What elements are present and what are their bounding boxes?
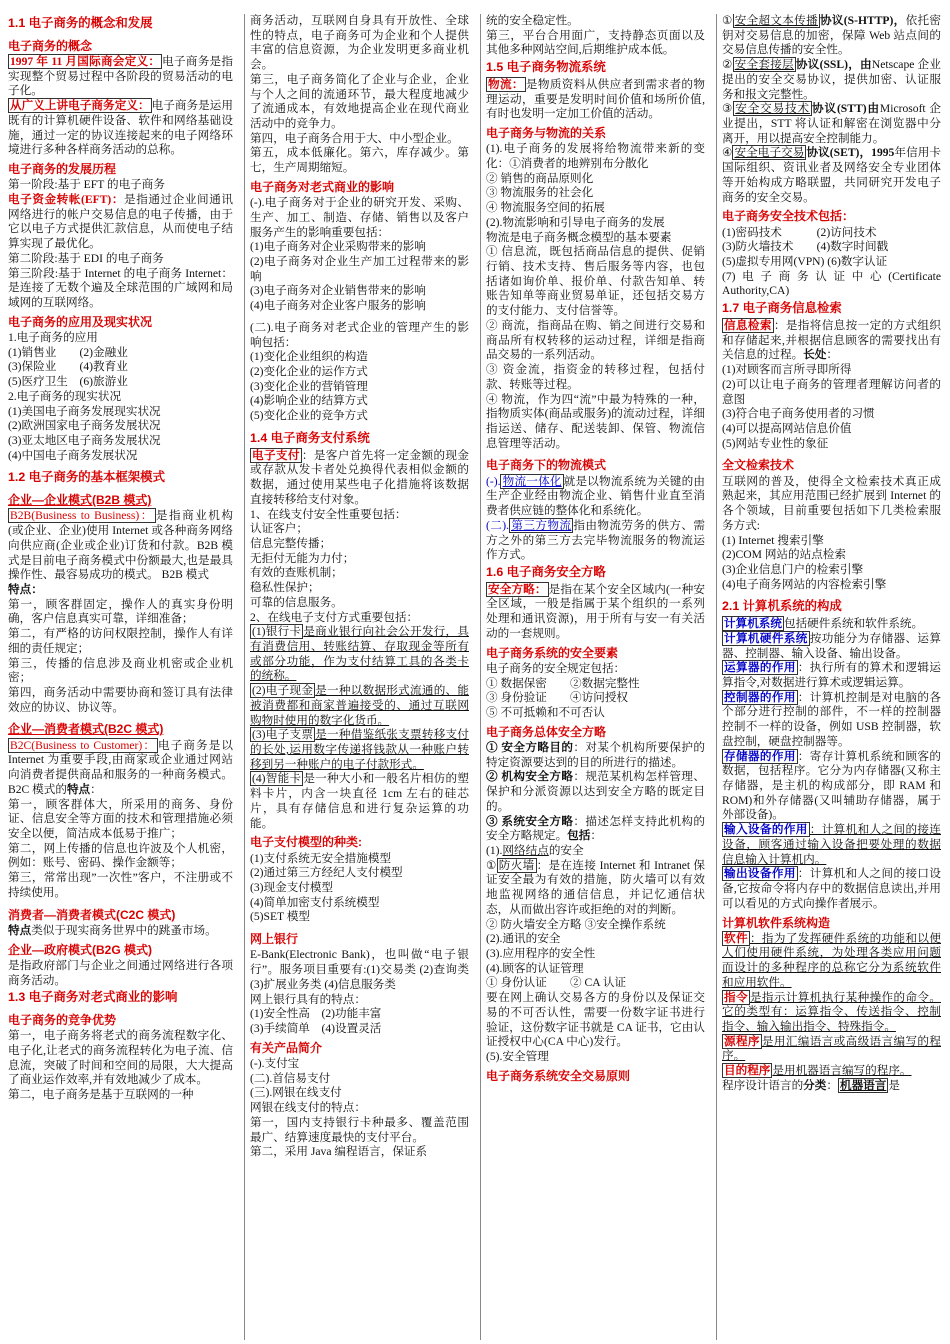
product-features-title: 网银在线支付的特点： <box>250 1101 366 1115</box>
paragraph-fulltext: 互联网的普及，使得全文检索技术真正成熟起来，其应用范围已经扩展到 Internet 的各个领域，目前重要包括如下几类检索服务方式: <box>722 474 941 532</box>
list-item: 2.电子商务的现实状况 <box>8 389 122 403</box>
list-item: (4)可以提高网站信息价值 <box>722 421 852 435</box>
keyword-output-device: 输出设备作用 <box>724 867 796 881</box>
list-item: ④ 物流，作为四“流”中最为特殊的一种，指物质实体(商品或服务)的流动过程，详细指运送、储存、配送装卸、保管、物流信息管理等活动。 <box>486 392 705 450</box>
list-item: (3)手续简单 (4)设置灵活 <box>250 1022 382 1036</box>
retrieval-advantages-list <box>722 363 941 451</box>
product-feature-1: 第一，国内支持银行卡种最多、覆盖范围最广、结算速度最快的支付平台。 <box>250 1115 469 1144</box>
list-item: (三).网银在线支付 <box>250 1086 342 1100</box>
list-item: (1)支付系统无安全措施模型 <box>250 851 392 865</box>
list-item: (1)销售业 (2)金融业 <box>8 345 128 359</box>
subheading-transaction-principles: 电子商务系统安全交易原则 <box>486 1068 631 1083</box>
list-item: 第四，商务活动中需要协商和签订具有法律效应的协议、协议等。 <box>8 686 233 714</box>
paragraph-online-bank: E-Bank(Electronic Bank)，也叫做“电子银行”。服务项目重要有:(1)交易类 (2)查询类(3)扩展业务类 (4)信息服务类 <box>250 948 469 991</box>
section-heading-1-2: 1.2 电子商务的基本框架模式 <box>8 470 165 485</box>
history-stage-3: 第三阶段:基于 Internet 的电子商务 Internet：是连接了无数个遍及全球范围的广域网和局域网的互联网络。 <box>8 266 233 309</box>
paragraph-org-strategy: ② 机构安全方略：规范某机构怎样管理、保护和分派资源以达到安全方略的既定目的。 <box>486 770 705 813</box>
payment-security-title: 1、在线支付安全性重要包括： <box>250 507 407 521</box>
list-item: ⑤ 不可抵赖和不可否认 <box>486 705 605 719</box>
paragraph-information-retrieval: 信息检索 ：是指将信息按一定的方式组织和存储起来,并根据信息顾客的需要找出有关信息的过程。长处： <box>722 318 941 362</box>
paragraph-instruction: 指令 是指示计算机执行某种操作的命令。它的类型有：运算指令、传送指令、控制指令、输入输出指令、特殊指令。 <box>722 990 941 1034</box>
column-4 <box>716 14 944 1340</box>
keyword-electronic-payment: 电子支付 <box>252 448 300 462</box>
paragraph-smart-card: (4)智能卡 是一种大小和一般名片相仿的塑料卡片，内含一块直径 1cm 左右的硅芯片，具有存储信息和进行复杂运算的功能。 <box>250 772 469 830</box>
list-item: (3)防火墙技术 (4)数字时间戳 <box>722 240 889 254</box>
column-1 <box>8 14 236 1340</box>
list-item: 第三，传播的信息涉及商业机密或企业机密； <box>8 656 233 685</box>
list-item: (2)通过第三方经纪人支付模型 <box>250 866 403 880</box>
impact-b-list <box>250 350 469 424</box>
keyword-ecash: (2)电子现金 <box>252 684 314 698</box>
keyword-controller: 控制器的作用 <box>724 690 796 704</box>
paragraph-ca: 要在网上确认交易各方的身份以及保证交易的不可否认性，需要一份数字证书进行验证，这份数字证书就是 CA 证书，它由认证授权中心(CA 中心)发行。 <box>486 991 705 1049</box>
keyword-shttp: 安全超文本传播 <box>734 14 818 27</box>
paragraph-c2c: 特点类似于现实商务世界中的跳蚤市场。 <box>8 923 217 937</box>
relationship-2-text: 物流是电子商务概念模型的基本要素 <box>486 230 672 244</box>
firewall-next: ② 防火墙安全方略 ③安全操作系统 <box>486 917 666 931</box>
list-item: (5)网站专业性的象征 <box>722 436 829 450</box>
list-item: (3)保险业 (4)教育业 <box>8 360 128 374</box>
section-heading-1-5: 1.5 电子商务物流系统 <box>486 60 606 75</box>
paragraph-stt: ③ 安全交易技术 协议(STT)由Microsoft 企业提出，STT 将认证和解密在浏览器中分离开，用以提高安全控制能力。 <box>722 102 942 145</box>
list-item: (4)电子商务对企业客户服务的影响 <box>250 299 426 313</box>
list-item: (4)简单加密支付系统模型 <box>250 895 380 909</box>
subheading-security-tech: 电子商务安全技术包括： <box>722 209 855 224</box>
keyword-echeck: (3)电子支票 <box>252 728 314 742</box>
paragraph-security-strategy: 安全方略： 是指在某个安全区域内(一种安全区域，一般是指属于某个组织的一系列处理和通讯资源)，用于所有与安一有关活动的一套规则。 <box>486 582 705 640</box>
paragraph-alu: 运算器的作用 ：执行所有的算术和逻辑运算指令,对数据进行算术或逻辑运算。 <box>722 661 941 689</box>
keyword-alu: 运算器的作用 <box>724 661 796 675</box>
paragraph-memory: 存储器的作用 ：寄存计算机系统和顾客的数据，包括程序。它分为内存储器(又称主存储器，是主机的构成部分，即 RAM 和 ROM)和外存储器(又叫辅助存储器，属于外部设备)。 <box>722 749 941 822</box>
impact-b-intro: (二).电子商务对老式企业的管理产生的影响包括： <box>250 320 469 349</box>
list-item: ② 商流，指商品在购、销之间进行交易和商品所有权转移的运动过程，详细是指商品交易的一系列活动。 <box>486 318 705 362</box>
subheading-online-bank: 网上银行 <box>250 932 299 947</box>
keyword-instruction: 指令 <box>724 990 748 1004</box>
list-item: 1.电子商务的应用 <box>8 330 98 344</box>
paragraph-ecash: (2)电子现金 是一种以数据形式流通的、能被消费都和商家普遍接受的、通过互联网购物时使用的数字化货币。 <box>250 684 469 727</box>
subheading-b2g: 企业—政府模式(B2G 模式) <box>8 942 153 957</box>
keyword-set: 安全电子交易 <box>734 146 805 160</box>
paragraph-ssl: ② 安全套接层 协议(SSL)，由Netscape 企业提出的安全交易协议，提供加密、认证服务和报文完整性。 <box>722 58 941 101</box>
history-stage-1: 第一阶段:基于 EFT 的电子商务 <box>8 178 165 192</box>
paragraph-hardware: 计算机硬件系统 按功能分为存储器、运算器、控制器、输入设备、输出设备。 <box>722 631 941 660</box>
impact-a-list <box>250 240 469 314</box>
keyword-eft: 电子资金转帐(EFT)： <box>8 192 125 206</box>
subheading-history: 电子商务的发展历程 <box>8 162 117 177</box>
subheading-overall-strategy: 电子商务总体安全方略 <box>486 724 607 739</box>
list-item: 认证客户； <box>250 522 308 536</box>
list-item: ③ 物流服务的社会化 <box>486 186 594 200</box>
list-item: (4)影响企业的结算方式 <box>250 394 368 408</box>
list-item: 第一，顾客群固定，操作人的真实身份明确，客户信息真实可靠，详细准备； <box>8 597 233 626</box>
section-heading-2-1: 2.1 计算机系统的构成 <box>722 599 842 614</box>
paragraph-concept-2: 从广义上讲电子商务定义： 电子商务是运用既有的计算机硬件设备、软件和网络基础设施，通过一定的协议连接起来的电子网络环境进行多种各样商务活动的总称。 <box>8 99 233 157</box>
paragraph-output-device: 输出设备作用 ：计算机和人之间的接口设备,它按命令将内存中的数据信息读出,并用可以看见的方式向操作者展示。 <box>722 867 941 910</box>
keyword-software: 软件 <box>724 931 748 945</box>
section-heading-1-6: 1.6 电子商务安全方略 <box>486 564 606 579</box>
list-item: ① 数据保密 ②数据完整性 <box>486 676 640 690</box>
list-item: 第二，有严格的访问权限控制，操作人有详细的责任规定； <box>8 627 233 655</box>
list-item: (2)可以让电子商务的管理者理解访问者的意图 <box>722 377 941 406</box>
list-item: (1)电子商务对企业采购带来的影响 <box>250 240 426 254</box>
list-item: 第一，顾客群体大，所采用的商务、身份证、信息安全等方面的技术和管理措施必须安全以便，简洁成本低易于推广； <box>8 797 233 841</box>
advantage-5: 第五，成本低廉化。第六，库存减少。第七，生产周期缩短。 <box>250 146 469 175</box>
keyword-security-strategy: 安全方略： <box>488 582 547 596</box>
product-feature-3: 第三，平台合用面广，支持静态页面以及其他多种网站空间,后期维护成本低。 <box>486 28 705 57</box>
list-item: (1)变化企业组织的构造 <box>250 350 368 364</box>
column-2 <box>244 14 472 1340</box>
keyword-ssl: 安全套接层 <box>734 58 794 72</box>
keyword-stt: 安全交易技术 <box>735 102 811 116</box>
list-item: ④ 物流服务空间的拓展 <box>486 201 605 215</box>
keyword-third-party-logistics: 第三方物流 <box>511 518 572 532</box>
paragraph-strategy-goal: ① 安全方略目的：对某个机构所要保护的特定资源要达到的目的所进行的描述。 <box>486 740 705 769</box>
paragraph-logistics: 物流： 是物质资料从供应者到需求者的物理运动，重要是发明时间价值和场所价值,有时也发明一定加工价值的活动。 <box>486 77 705 121</box>
list-item: (5)虚拟专用网(VPN) (6)数字认证 <box>722 255 888 269</box>
list-item: (2)COM 网站的站点检索 <box>722 548 846 562</box>
subheading-advantages: 电子商务的竞争优势 <box>8 1012 117 1027</box>
list-item: ③ 资金流，指资金的转移过程，包括付款、转账等过程。 <box>486 363 705 391</box>
keyword-input-device: 输入设备的作用 <box>724 823 808 837</box>
paragraph-object-program: 目的程序 是用机器语言编写的程序。 <box>724 1064 912 1078</box>
list-item: (1)美国电子商务发展现实状况 <box>8 404 161 418</box>
list-item: (3)亚太地区电子商务发展状况 <box>8 433 161 447</box>
section-heading-1-7: 1.7 电子商务信息检索 <box>722 301 842 316</box>
advantage-2-continued: 商务活动，互联网自身具有开放性、全球性的特点，电子商务可为企业和个人提供丰富的信息资源，为企业发明更多商业机会。 <box>250 14 469 72</box>
paragraph-third-party-logistics: (二). 第三方物流 指由物流劳务的供方、需方之外的第三方去完毕物流服务的物流运作方式。 <box>486 518 705 562</box>
section-heading-1-1: 1.1 电子商务的概念和发展 <box>8 16 153 30</box>
b2b-features-label: 特点： <box>8 583 43 596</box>
paragraph-computer-system: 计算机系统 包括硬件系统和软件系统。 <box>724 617 924 631</box>
keyword-b2c: B2C(Business to Customer)： <box>10 738 157 752</box>
list-item: (2)电子商务对企业生产加工过程带来的影响 <box>250 255 469 283</box>
keyword-firewall: 防火墙 <box>498 858 535 872</box>
online-bank-features-title: 网上银行具有的特点： <box>250 992 366 1006</box>
list-item: 稳私性保护； <box>250 581 320 595</box>
list-item: 第二，网上传播的信息也许波及个人机密，例如：账号、密码、操作金额等； <box>8 841 233 870</box>
list-item: (7)电子商务认证中心(Certificate Authority,CA) <box>722 269 941 298</box>
impact-a-intro: (-).电子商务对于企业的研究开发、采购、生产、加工、制造、存储、销售以及客户服务产生的影响重要包括： <box>250 196 469 239</box>
paragraph-integrated-logistics: (-). 物流一体化 就是以物流系统为关键的由生产企业经由物流企业、销售什业直至消费者供应链的整体化和系统化。 <box>486 474 705 518</box>
paragraph-language-classes: 程序设计语言的分类： 机器语言 是 <box>722 1078 900 1092</box>
paragraph-b2g: 是指政府部门与企业之间通过网络进行各项商务活动。 <box>8 958 233 987</box>
keyword-bank-card: (1)银行卡 <box>252 625 302 639</box>
subheading-b2b: 企业—企业模式(B2B 模式) <box>8 493 152 508</box>
section-heading-1-3: 1.3 电子商务对老式商业的影响 <box>8 990 178 1005</box>
list-item: (3)现金支付模型 <box>250 881 334 895</box>
paragraph-controller: 控制器的作用 ：计算机控制是对电脑的各个部分进行控制的部件，不一样的控制器控制不一样的设备，例如 USB 控制器，软盘控制，硬盘控制器等。 <box>722 690 941 748</box>
list-item: 第三，常常出现”一次性”客户，不注册或不持续使用。 <box>8 871 233 899</box>
keyword-object-program: 目的程序 <box>724 1064 771 1078</box>
keyword-logistics: 物流： <box>488 77 524 91</box>
payment-security-list <box>250 522 469 610</box>
list-item: (二).首信易支付 <box>250 1071 331 1085</box>
paragraph-eft: 电子资金转帐(EFT)：是指通过企业间通讯网络进行的帐户交易信息的电子传播，由于它以电子方式提供汇款信息，从而使电子结算实现了最优化。 <box>8 192 233 251</box>
list-item: (4).顾客的认证管理 <box>486 961 584 975</box>
list-item: (3)电子商务对企业销售带来的影响 <box>250 284 426 298</box>
list-item: 信息完整传播； <box>250 536 332 550</box>
product-feature-2-continued: 统的安全稳定性。 <box>486 14 579 27</box>
keyword-memory: 存储器的作用 <box>724 749 796 763</box>
paragraph-system-strategy: ③ 系统安全方略：描述怎样支持此机构的安全方略规定。包括： <box>486 814 705 843</box>
list-item: ③ 身份验证 ④访问授权 <box>486 691 629 705</box>
keyword-hardware: 计算机硬件系统 <box>724 631 808 645</box>
list-item: (1) Internet 搜索引擎 <box>722 533 824 547</box>
paragraph-source-program: 源程序 是用汇编语言或高级语言编写的程序。 <box>722 1034 941 1063</box>
keyword-computer-system: 计算机系统 <box>724 617 782 631</box>
advantage-3: 第三，电子商务简化了企业与企业，企业与个人之间的流通环节，最大程度地减少了流通成本，有效地提高企业在现代商业活动中的竞争力。 <box>250 72 469 131</box>
paragraph-set: ④ 安全电子交易 协议(SET)，1995年信用卡国际组织、资讯业者及网络安全专业团体等开始构成方略联盟，共同研究开发电子商务的安全交易。 <box>722 146 941 204</box>
b2c-features-list <box>8 798 233 901</box>
list-item: (4)电子商务网站的内容检索引擎 <box>722 577 887 591</box>
keyword-integrated-logistics: 物流一体化 <box>502 474 562 488</box>
four-flows-list <box>486 245 705 451</box>
paragraph-firewall: ① 防火墙 ：是在连接 Internet 和 Intranet 保证安全最为有效的措施，防火墙可以有效地监视网络的通信信息，并记忆通信状态，从而做出容许或拒绝的对的判断。 <box>486 858 705 916</box>
list-item: (4)中国电子商务发展状况 <box>8 448 138 462</box>
network-node-security: (1).网络结点的安全 <box>486 843 584 857</box>
keyword-smart-card: (4)智能卡 <box>252 772 302 786</box>
advantage-4: 第四，电子商务合用于大、中小型企业。 <box>250 131 459 145</box>
list-item: (5)医疗卫生 (6)旅游业 <box>8 375 128 389</box>
advantage-1: 第一，电子商务将老式的商务流程数字化、电子化,让老式的商务流程转化为电子流、信息流，突破了时间和空间的局限，大大提高了商业运作效率,并有效地减少了成本。 <box>8 1029 233 1087</box>
keyword-information-retrieval: 信息检索 <box>724 318 772 332</box>
list-item: (1)安全性高 (2)功能丰富 <box>250 1007 382 1021</box>
paragraph-b2b: B2B(Business to Business)： 是指商业机构(或企业、企业)使用 Internet 或各种商务网络向供应商(企业或企业)订货和付款。B2B 模式是目前电子商务模式中份额最大,也是最具操作性、最容易成功的模式。 B2B 模式 <box>8 509 233 582</box>
subheading-relationship: 电子商务与物流的关系 <box>486 126 607 141</box>
list-item: (2)变化企业的运作方式 <box>250 365 368 379</box>
product-feature-2: 第二，采用 Java 编程语言，保证系 <box>250 1145 428 1159</box>
relationship-1: (1).电子商务的发展将给物流带来新的变化：①消费者的地辨别布分散化 <box>486 142 705 171</box>
list-item: 有效的查账机制； <box>250 566 343 580</box>
keyword-b2b: B2B(Business to Business)： <box>10 509 154 523</box>
subheading-software: 计算机软件系统构造 <box>722 915 831 930</box>
keyword-icc-definition: 1997 年 11 月国际商会定义： <box>10 54 161 68</box>
paragraph-bank-card: (1)银行卡 是商业银行向社会公开发行，具有消费信用、转账结算、存取现金等所有或部分功能，作为支付结算工具的各类卡的统称。 <box>250 625 469 683</box>
subheading-applications: 电子商务的应用及现实状况 <box>8 314 153 329</box>
paragraph-software: 软件 ：指为了发挥硬件系统的功能和以便人们使用硬件系统，为处理各类应用问题而设计的多种程序的总称它分为系统软件和应用软件。 <box>722 931 941 989</box>
payment-methods-title: 2、在线电子支付方式重要包括： <box>250 610 419 624</box>
list-item: ① 身份认证 ② CA 认证 <box>486 976 627 990</box>
paragraph-electronic-payment: 电子支付 ：是客户首先将一定金额的现金或存款从发卡者处兑换得代表相似金额的数据，通过使用某些电子化措施将该数据直接转移给支付对象。 <box>250 448 469 506</box>
list-item: 可靠的信息服务。 <box>250 595 343 609</box>
keyword-broad-definition: 从广义上讲电子商务定义： <box>10 99 150 113</box>
keyword-source-program: 源程序 <box>724 1034 760 1048</box>
list-item: (3)企业信息门户的检索引擎 <box>722 562 864 576</box>
list-item: (5)变化企业的竞争方式 <box>250 409 368 423</box>
column-3 <box>480 14 708 1340</box>
payment-models-list <box>250 852 469 926</box>
list-item: (5)SET 模型 <box>250 910 311 924</box>
advantage-2: 第二，电子商务是基于互联网的一种 <box>8 1088 194 1102</box>
keyword-machine-language: 机器语言 <box>839 1078 887 1092</box>
subheading-c2c: 消费者—消费者模式(C2C 模式) <box>8 907 176 922</box>
fulltext-services-list <box>722 534 941 593</box>
list-item: (3)符合电子商务使用者的习惯 <box>722 407 875 421</box>
list-item: 无拒付无能为力付； <box>250 551 355 565</box>
subheading-fulltext: 全文检索技术 <box>722 458 795 473</box>
list-item: (1)密码技术 (2)访问技术 <box>722 225 877 239</box>
subheading-concept: 电子商务的概念 <box>8 38 93 53</box>
subheading-impact: 电子商务对老式商业的影响 <box>250 179 395 194</box>
list-item: (-).支付宝 <box>250 1056 300 1070</box>
b2b-features-list <box>8 598 233 716</box>
section-heading-1-4: 1.4 电子商务支付系统 <box>250 430 370 445</box>
paragraph-b2c: B2C(Business to Customer)： 电子商务是以 Internet 为重要手段,由商家或企业通过网站向消费者提供商品和服务的一种商务模式。 B2C 模式的特点： <box>8 738 233 796</box>
paragraph-input-device: 输入设备的作用 ：计算机和人之间的接连设备，顾客通过输入设备把要处理的数据信息输入计算机内。 <box>722 823 941 866</box>
subheading-logistics-modes: 电子商务下的物流模式 <box>486 458 607 473</box>
security-elements-intro: 电子商务的安全规定包括： <box>486 661 626 675</box>
applications-list <box>8 331 233 463</box>
list-item: (2).通讯的安全 <box>486 932 561 946</box>
paragraph-shttp: ① 安全超文本传播 协议(S-HTTP)，依托密钥对交易信息的加密，保障 Web 站点间的交易信息传播的安全性。 <box>722 14 941 57</box>
subheading-payment-models: 电子支付模型的种类: <box>250 835 362 850</box>
list-item: ① 信息流，既包括商品信息的提供、促销行销、技术支持、售后服务等内容，也包括诸如询价单、报价单、付款告知单、转账告知单等商业贸易单证，还包括交易方的支付能力、支付信誉等。 <box>486 245 705 318</box>
history-stage-2: 第二阶段:基于 EDI 的电子商务 <box>8 251 164 265</box>
security-management: (5).安全管理 <box>486 1050 549 1063</box>
subheading-security-elements: 电子商务系统的安全要素 <box>486 645 619 660</box>
relationship-2: (2).物流影响和引导电子商务的发展 <box>486 215 665 229</box>
list-item: (3)变化企业的营销管理 <box>250 379 368 393</box>
list-item: (3).应用程序的安全性 <box>486 946 596 960</box>
list-item: (2)欧洲国家电子商务发展状况 <box>8 419 161 433</box>
paragraph-concept-1: 1997 年 11 月国际商会定义： 电子商务是指实现整个贸易过程中各阶段的贸易活动的电子化。 <box>8 54 233 98</box>
subheading-products: 有关产品简介 <box>250 1040 323 1055</box>
subheading-b2c: 企业—消费者模式(B2C 模式) <box>8 722 164 737</box>
paragraph-echeck: (3)电子支票 是一种借鉴纸张支票转移支付的长处,运用数字传递将钱款从一种账户转移到另一种账户的电子付款形式。 <box>250 728 469 771</box>
list-item: (1)对顾客而言所寻即所得 <box>722 363 852 377</box>
list-item: ② 销售的商品原则化 <box>486 171 594 185</box>
